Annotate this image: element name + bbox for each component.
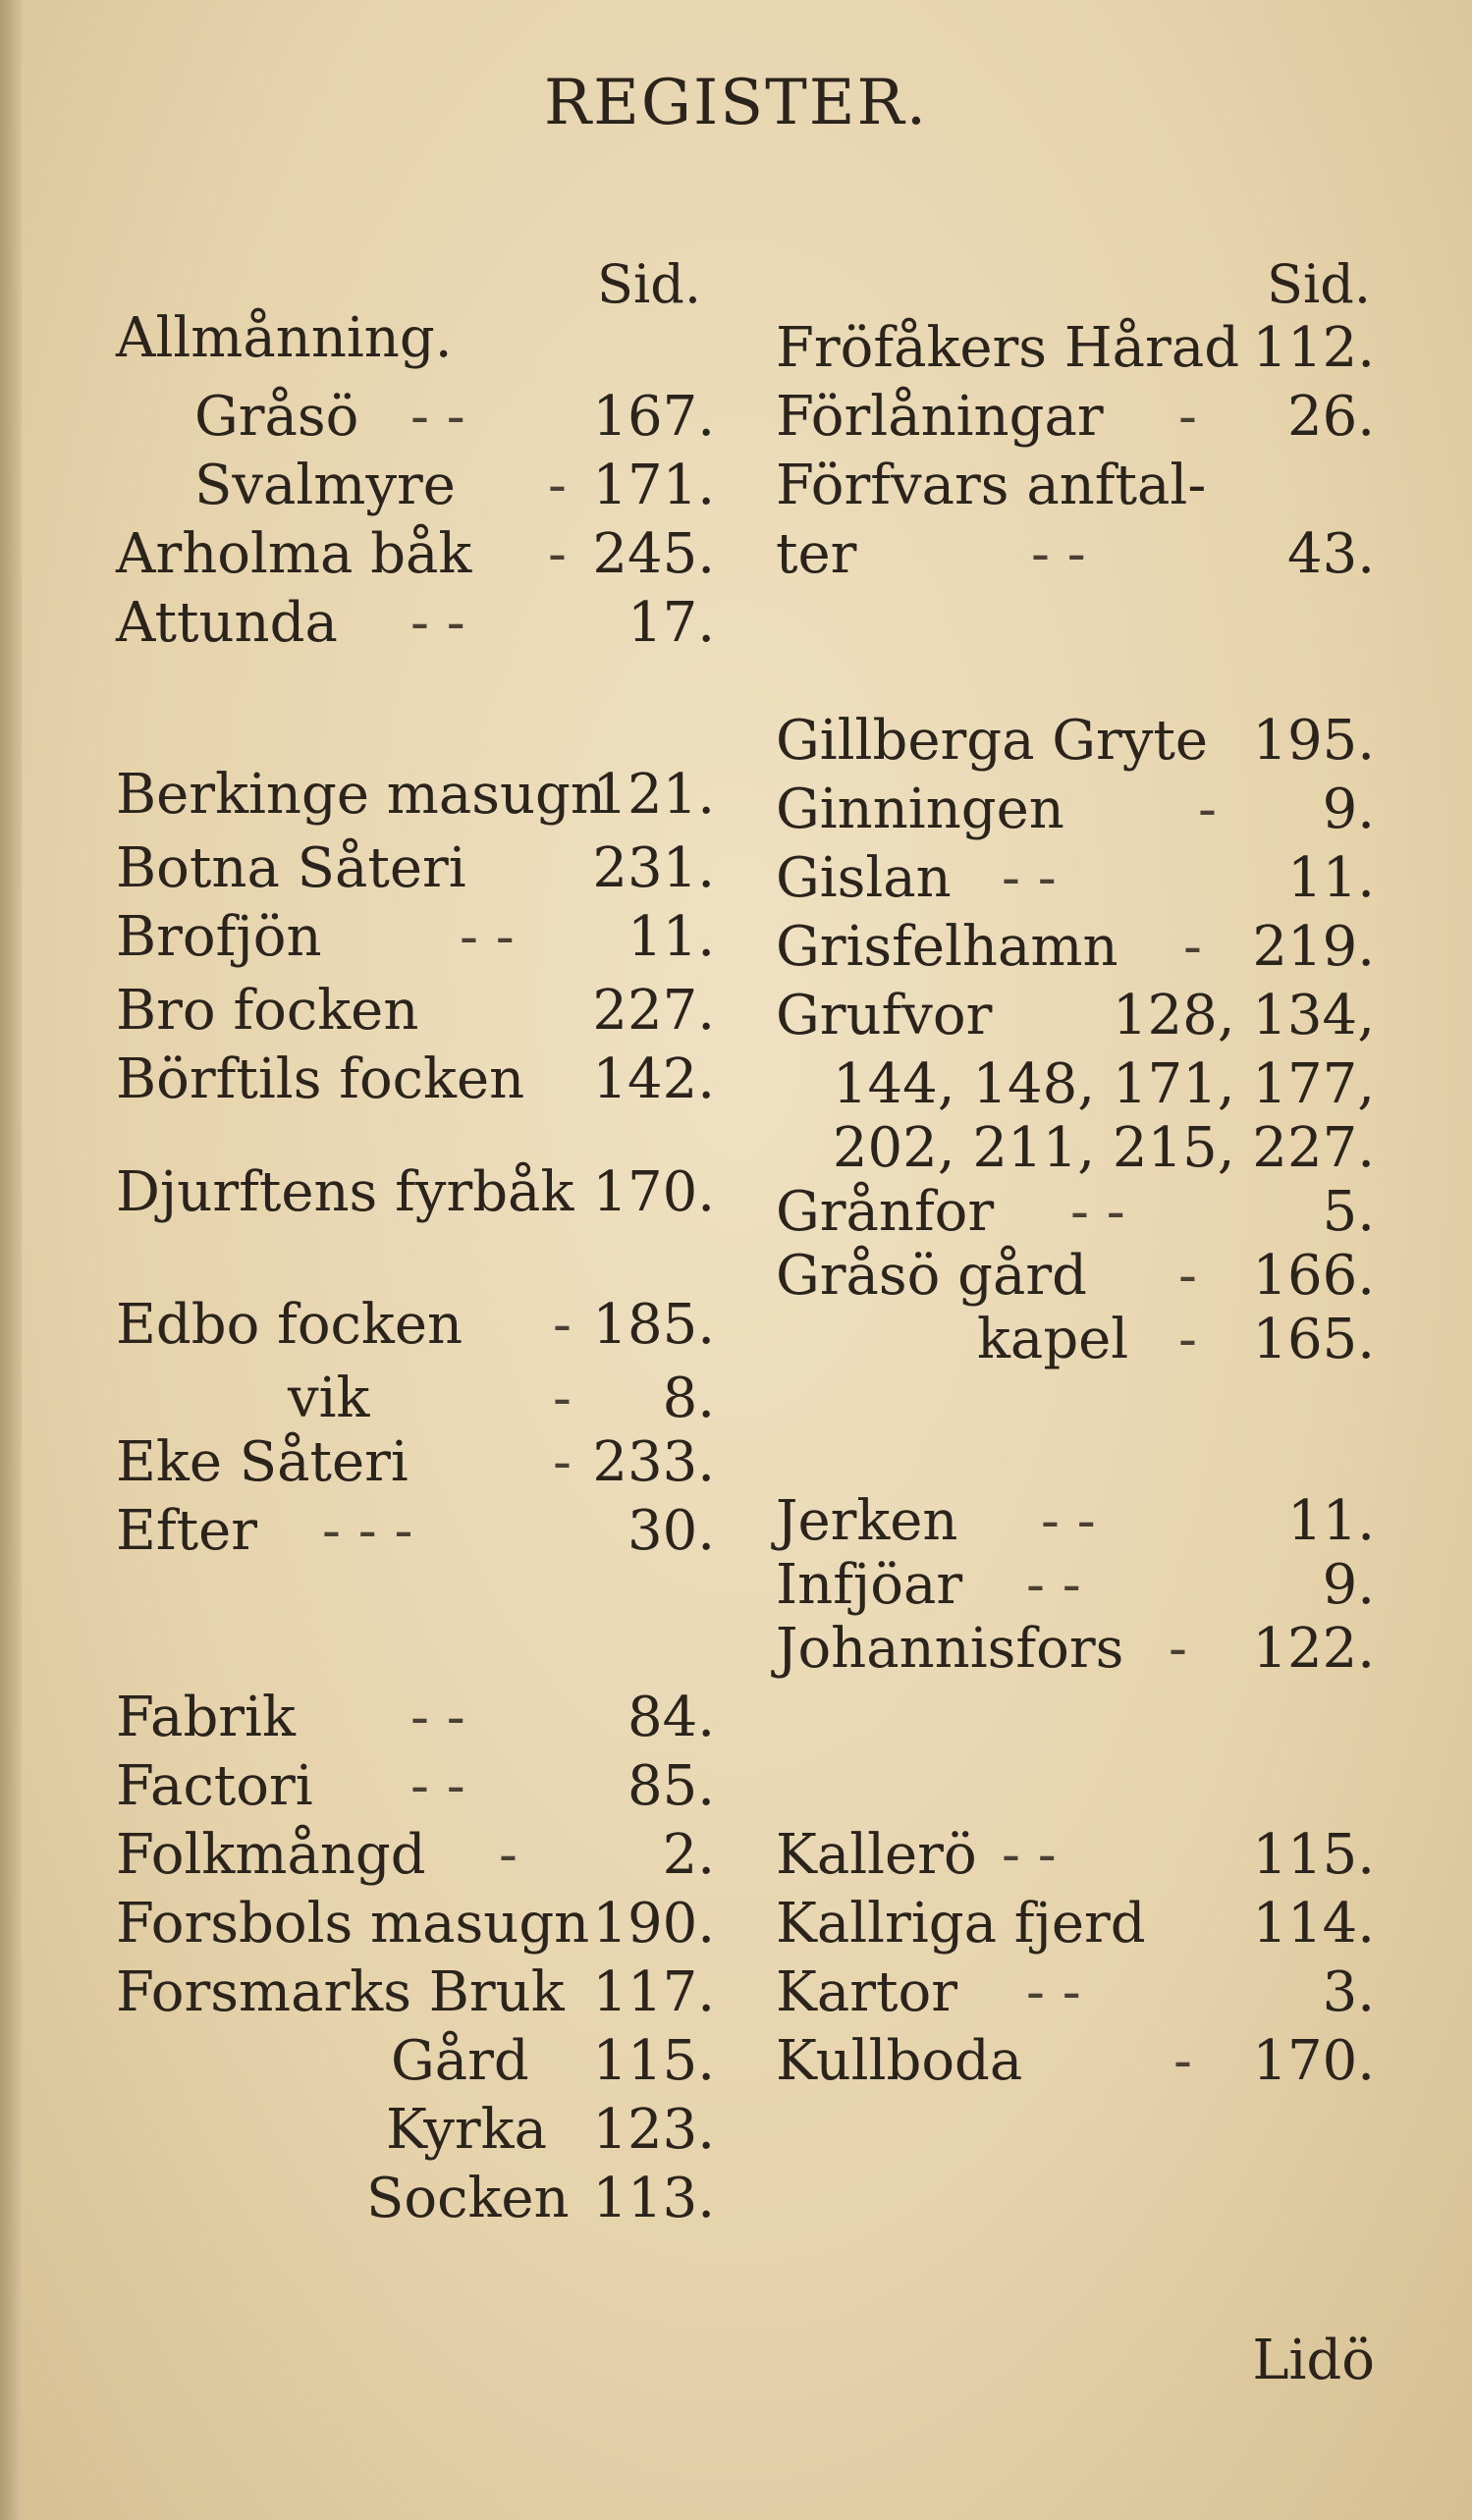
- entry-name: Ginningen: [776, 777, 1064, 841]
- entry-dots: - -: [1026, 1553, 1081, 1617]
- index-entry: [776, 1551, 1375, 1620]
- index-entry: [116, 1365, 715, 1433]
- entry-page: 26.: [1286, 385, 1375, 449]
- index-entry: [776, 844, 1375, 913]
- entry-page: 115.: [592, 2029, 715, 2093]
- entry-page: 112.: [1252, 316, 1375, 380]
- entry-page: 115.: [1252, 1823, 1375, 1887]
- entry-page: 43.: [1286, 522, 1375, 586]
- entry-name: Berkinge masugn: [116, 763, 606, 827]
- index-entry: [776, 1958, 1375, 2027]
- entry-name: Edbo focken: [116, 1293, 463, 1357]
- entry-name: Förfvars anftal-: [776, 454, 1207, 517]
- entry-dots: - -: [1002, 846, 1057, 910]
- index-entry: [776, 1114, 1375, 1183]
- entry-page: 171.: [592, 454, 715, 517]
- entry-name: Grisfelhamn: [776, 915, 1118, 979]
- index-entry: [776, 314, 1375, 383]
- entry-name: Jerken: [776, 1489, 958, 1553]
- entry-page: 128, 134,: [1112, 984, 1375, 1047]
- entry-dots: - -: [410, 591, 465, 655]
- entry-name: kapel: [977, 1308, 1129, 1371]
- index-entry: [116, 383, 715, 452]
- entry-name: Socken: [366, 2167, 570, 2230]
- entry-name: Eke Såteri: [116, 1430, 409, 1494]
- entry-name: Attunda: [116, 591, 338, 655]
- entry-name: Gislan: [776, 846, 952, 910]
- entry-dots: - -: [1031, 522, 1086, 586]
- entry-page: 113.: [592, 2167, 715, 2230]
- index-entry: [776, 1306, 1375, 1374]
- entry-name: Fröfåkers Hårad: [776, 316, 1240, 380]
- entry-name: vik: [288, 1367, 370, 1430]
- index-entry: [776, 913, 1375, 982]
- index-entry: [776, 520, 1375, 589]
- entry-name: Forsmarks Bruk: [116, 1960, 565, 2024]
- entry-name: Gillberga Gryte: [776, 709, 1209, 773]
- index-entry: [116, 903, 715, 972]
- entry-dots: -: [548, 522, 567, 586]
- entry-page: 202, 211, 215, 227.: [832, 1116, 1375, 1180]
- entry-dots: -: [1183, 915, 1202, 979]
- entry-page: 123.: [592, 2098, 715, 2162]
- index-entry: [116, 1752, 715, 1821]
- entry-dots: -: [1198, 777, 1217, 841]
- entry-dots: -: [1178, 1308, 1197, 1371]
- entry-name: Forsbols masugn: [116, 1892, 590, 1956]
- entry-dots: - -: [1002, 1823, 1057, 1887]
- entry-page: 11.: [627, 905, 715, 969]
- entry-page: 9.: [1322, 1553, 1375, 1617]
- entry-name: Förlåningar: [776, 385, 1104, 449]
- entry-page: 170.: [592, 1160, 715, 1224]
- entry-name: Arholma båk: [116, 522, 472, 586]
- entry-page: 122.: [1252, 1617, 1375, 1681]
- index-entry: [116, 834, 715, 903]
- entry-page: 231.: [592, 836, 715, 900]
- index-entry: [116, 2165, 715, 2233]
- entry-name: Allmånning.: [116, 306, 453, 370]
- entry-page: 165.: [1252, 1308, 1375, 1371]
- entry-name: Gråsö: [194, 385, 359, 449]
- index-entry: [776, 1050, 1375, 1119]
- entry-name: Gråsö gård: [776, 1244, 1087, 1308]
- entry-dots: -: [1169, 1617, 1187, 1681]
- entry-page: 5.: [1322, 1180, 1375, 1244]
- entry-page: 233.: [592, 1430, 715, 1494]
- index-entry: [776, 1242, 1375, 1311]
- entry-page: 85.: [627, 1754, 715, 1818]
- entry-name: Svalmyre: [194, 454, 456, 517]
- entry-dots: - -: [410, 385, 465, 449]
- entry-page: 219.: [1252, 915, 1375, 979]
- entry-name: ter: [776, 522, 857, 586]
- entry-dots: -: [499, 1823, 518, 1887]
- entry-dots: -: [1178, 1244, 1197, 1308]
- index-entry: [776, 1821, 1375, 1890]
- entry-dots: -: [1178, 385, 1197, 449]
- entry-name: Kallriga fjerd: [776, 1892, 1146, 1956]
- entry-name: Kartor: [776, 1960, 957, 2024]
- entry-page: 190.: [592, 1892, 715, 1956]
- page-edge: [0, 0, 22, 2520]
- index-entry: [116, 1428, 715, 1497]
- index-entry: [116, 1821, 715, 1890]
- index-entry: [776, 1487, 1375, 1556]
- catchword-text: Lidö: [1252, 2329, 1375, 2392]
- entry-name: Grufvor: [776, 984, 993, 1047]
- entry-page: 117.: [592, 1960, 715, 2024]
- column-header: Sid.: [597, 253, 701, 315]
- entry-page: 170.: [1252, 2029, 1375, 2093]
- entry-name: Kyrka: [386, 2098, 547, 2162]
- entry-dots: - -: [410, 1754, 465, 1818]
- entry-page: 8.: [662, 1367, 715, 1430]
- entry-page: 2.: [662, 1823, 715, 1887]
- entry-name: Factori: [116, 1754, 313, 1818]
- entry-name: Börftils focken: [116, 1047, 525, 1111]
- entry-name: Infjöar: [776, 1553, 963, 1617]
- index-entry: [776, 982, 1375, 1050]
- index-entry: [116, 1291, 715, 1360]
- entry-page: 195.: [1252, 709, 1375, 773]
- entry-dots: - -: [1026, 1960, 1081, 2024]
- entry-name: Grånfor: [776, 1180, 995, 1244]
- entry-name: Kullboda: [776, 2029, 1023, 2093]
- index-entry: [116, 2096, 715, 2165]
- index-entry: [776, 707, 1375, 776]
- entry-dots: -: [553, 1430, 572, 1494]
- entry-page: 84.: [627, 1686, 715, 1749]
- index-entry: [776, 383, 1375, 452]
- entry-page: 185.: [592, 1293, 715, 1357]
- entry-name: Folkmångd: [116, 1823, 426, 1887]
- index-entry: [116, 1958, 715, 2027]
- entry-dots: -: [548, 454, 567, 517]
- index-entry: [116, 2027, 715, 2096]
- entry-page: 121.: [592, 763, 715, 827]
- index-entry: [116, 589, 715, 658]
- index-entry: [116, 977, 715, 1046]
- entry-dots: -: [553, 1293, 572, 1357]
- entry-page: 166.: [1252, 1244, 1375, 1308]
- entry-dots: -: [553, 1367, 572, 1430]
- index-entry: [776, 1890, 1375, 1958]
- entry-page: 227.: [592, 979, 715, 1043]
- index-entry: [116, 1158, 715, 1227]
- catchword: [776, 2327, 1375, 2395]
- column-header: Sid.: [1267, 253, 1371, 315]
- entry-dots: - -: [1041, 1489, 1096, 1553]
- index-entry: [776, 2027, 1375, 2096]
- entry-dots: - -: [1070, 1180, 1125, 1244]
- entry-page: 144, 148, 171, 177,: [832, 1052, 1375, 1116]
- index-entry: [116, 452, 715, 520]
- entry-dots: - -: [460, 905, 515, 969]
- index-entry: [116, 761, 715, 830]
- entry-page: 9.: [1322, 777, 1375, 841]
- entry-name: Efter: [116, 1499, 258, 1563]
- entry-page: 17.: [627, 591, 715, 655]
- entry-name: Kallerö: [776, 1823, 977, 1887]
- page-title: REGISTER.: [543, 67, 929, 139]
- entry-page: 245.: [592, 522, 715, 586]
- entry-page: 142.: [592, 1047, 715, 1111]
- index-entry: [116, 1684, 715, 1752]
- entry-page: 3.: [1322, 1960, 1375, 2024]
- entry-name: Djurftens fyrbåk: [116, 1160, 574, 1224]
- entry-name: Johannisfors: [776, 1617, 1124, 1681]
- entry-name: Fabrik: [116, 1686, 296, 1749]
- index-entry: [116, 1497, 715, 1566]
- index-entry: [116, 520, 715, 589]
- entry-page: 114.: [1252, 1892, 1375, 1956]
- index-entry: [776, 776, 1375, 844]
- entry-page: 30.: [627, 1499, 715, 1563]
- entry-name: Brofjön: [116, 905, 322, 969]
- index-entry: [116, 1890, 715, 1958]
- entry-dots: -: [1173, 2029, 1192, 2093]
- entry-page: 11.: [1286, 1489, 1375, 1553]
- index-entry: [776, 1178, 1375, 1247]
- index-entry: [776, 1615, 1375, 1684]
- entry-name: Bro focken: [116, 979, 419, 1043]
- index-entry: [116, 1046, 715, 1114]
- index-entry: [776, 452, 1375, 520]
- entry-dots: - -: [410, 1686, 465, 1749]
- entry-page: 167.: [592, 385, 715, 449]
- entry-name: Gård: [391, 2029, 529, 2093]
- entry-page: 11.: [1286, 846, 1375, 910]
- entry-dots: - - -: [322, 1499, 413, 1563]
- entry-name: Botna Såteri: [116, 836, 466, 900]
